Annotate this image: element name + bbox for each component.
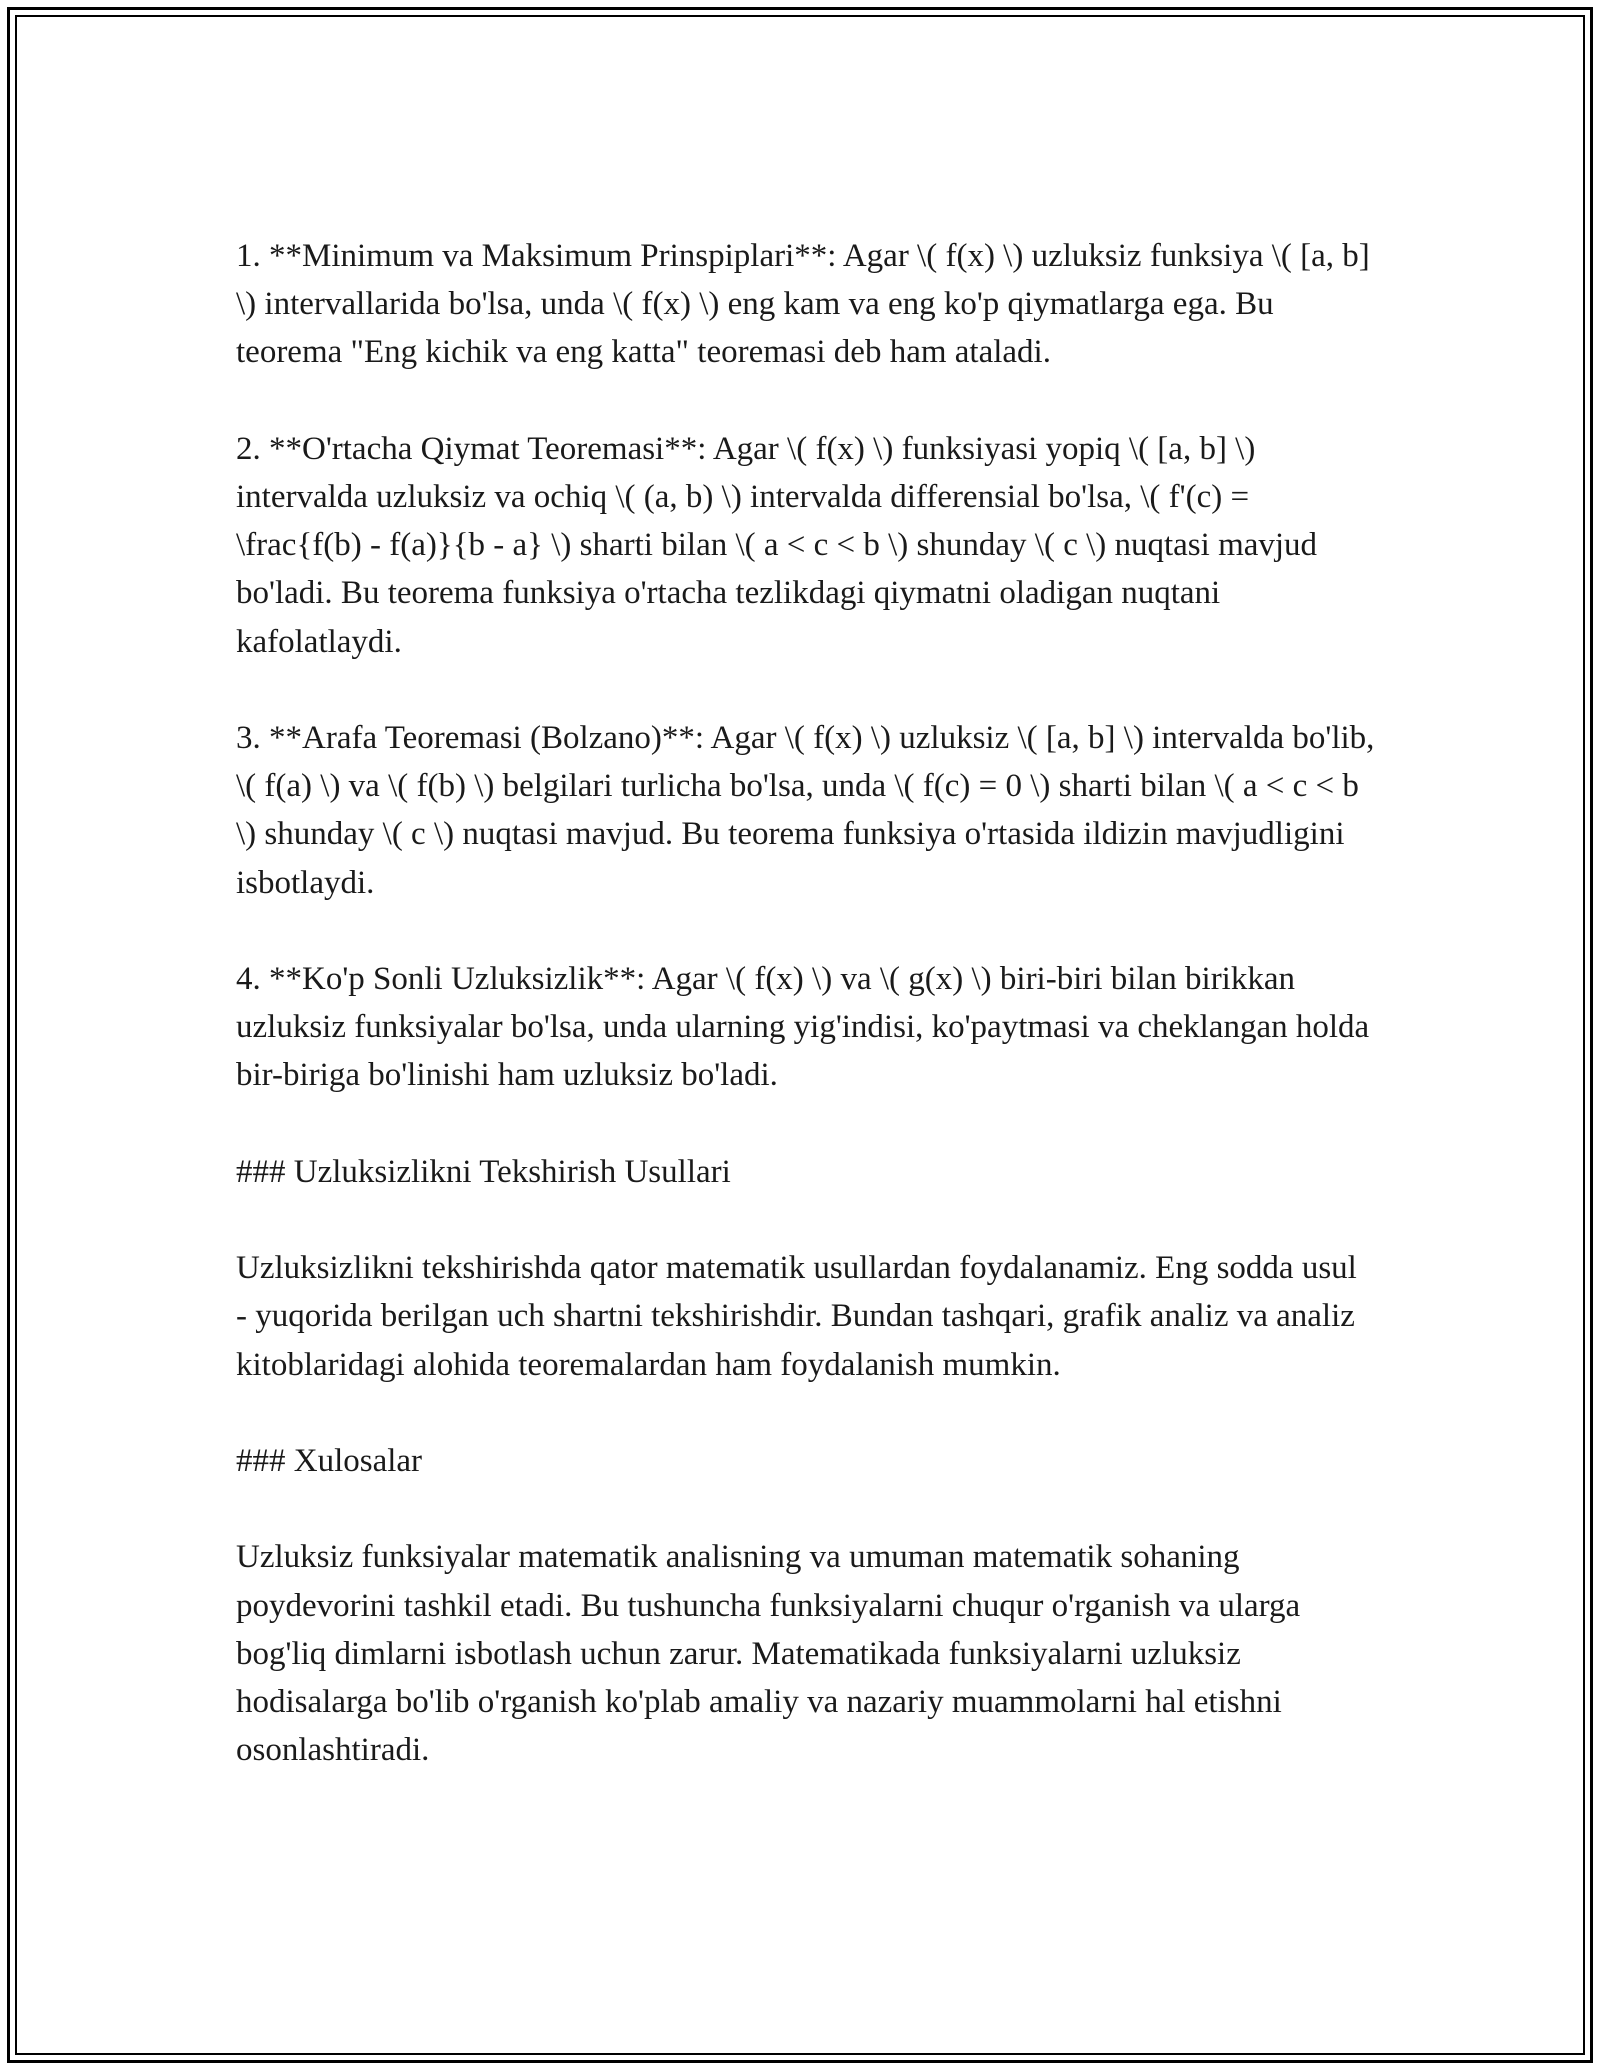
paragraph-multiple-continuity: 4. **Ko'p Sonli Uzluksizlik**: Agar \( f(x) \) va \( g(x) \) biri-biri bilan birikkan uzluksiz funksiyalar bo'lsa, unda ularning yig'indisi, ko'paytmasi va cheklangan holda bir-biriga bo'linishi ham uzluksiz bo'ladi. <box>236 961 1370 1094</box>
paragraph-mean-value-theorem: 2. **O'rtacha Qiymat Teoremasi**: Agar \( f(x) \) funksiyasi yopiq \( [a, b] \) intervalda uzluksiz va ochiq \( (a, b) \) intervalda differensial bo'lsa, \( f'(c) = \frac{f(b) - f(a)}{b - a} \) sharti bilan \( a < c < b \) shunday \( c \) nuqtasi mavjud bo'ladi. Bu teorema funksiya o'rtacha tezlikdagi qiymatni oladigan nuqtani kafolatlaydi. <box>236 430 1318 660</box>
document-body <box>236 232 1376 1774</box>
paragraph-bolzano-theorem: 3. **Arafa Teoremasi (Bolzano)**: Agar \( f(x) \) uzluksiz \( [a, b] \) intervalda bo'lib, \( f(a) \) va \( f(b) \) belgilari turlicha bo'lsa, unda \( f(c) = 0 \) sharti bilan \( a < c < b \) shunday \( c \) nuqtasi mavjud. Bu teorema funksiya o'rtasida ildizin mavjudligini isbotlaydi. <box>236 720 1375 901</box>
heading-conclusions: ### Xulosalar <box>236 1442 423 1479</box>
paragraph-continuity-check-methods: Uzluksizlikni tekshirishda qator matematik usullardan foydalanamiz. Eng sodda usul - yuqorida berilgan uch shartni tekshirishdir. Bundan tashqari, grafik analiz va analiz kitoblaridagi alohida teoremalardan ham foydalanish mumkin. <box>236 1250 1357 1383</box>
paragraph-conclusions: Uzluksiz funksiyalar matematik analisning va umuman matematik sohaning poydevorini tashkil etadi. Bu tushuncha funksiyalarni chuqur o'rganish va ularga bog'liq dimlarni isbotlash uchun zarur. Matematikada funksiyalarni uzluksiz hodisalarga bo'lib o'rganish ko'plab amaliy va nazariy muammolarni hal etishni osonlashtiradi. <box>236 1539 1301 1769</box>
paragraph-minimum-maximum-principles: 1. **Minimum va Maksimum Prinspiplari**: Agar \( f(x) \) uzluksiz funksiya \( [a, b] \) intervallarida bo'lsa, unda \( f(x) \) eng kam va eng ko'p qiymatlarga ega. Bu teorema "Eng kichik va eng katta" teoremasi deb ham ataladi. <box>236 238 1370 371</box>
heading-continuity-check-methods: ### Uzluksizlikni Tekshirish Usullari <box>236 1153 731 1190</box>
